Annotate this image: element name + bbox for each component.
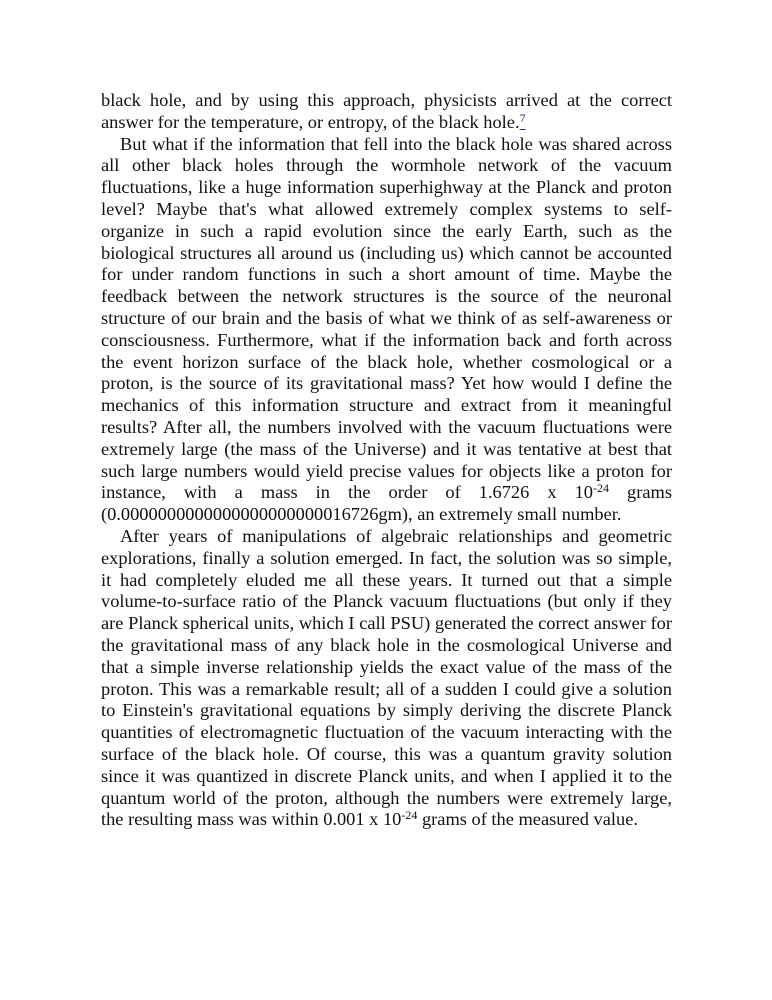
paragraph-2-text-after: grams (0.0000000000000000000000016726gm), an extremely small number.	[101, 482, 672, 525]
paragraph-2-text: But what if the information that fell into the black hole was shared across all other black holes through the wormhole network of the vacuum fluctuations, like a huge information superhighway at the Planck and proton level? Maybe that's what allowed extremely complex systems to self-organize in such a rapid evolution since the early Earth, such as the biological structures all around us (including us) which cannot be accounted for under random functions in such a short amount of time. Maybe the feedback between the network structures is the source of the neuronal structure of our brain and the basis of what we think of as self-awareness or consciousness. Furthermore, what if the information back and forth across the event horizon surface of the black hole, whether cosmological or a proton, is the source of its gravitational mass? Yet how would I define the mechanics of this information structure and extract from it meaningful results? After all, the numbers involved with the vacuum fluctuations were extremely large (the mass of the Universe) and it was tentative at best that such large numbers would yield precise values for objects like a proton for instance, with a mass in the order of 1.6726 x 10	[101, 133, 672, 503]
paragraph-3-text: After years of manipulations of algebraic relationships and geometric explorations, finally a solution emerged. In fact, the solution was so simple, it had completely eluded me all these years. It turned out that a simple volume-to-surface ratio of the Planck vacuum fluctuations (but only if they are Planck spherical units, which I call PSU) generated the correct answer for the gravitational mass of any black hole in the cosmological Universe and that a simple inverse relationship yields the exact value of the mass of the proton. This was a remarkable result; all of a sudden I could give a solution to Einstein's gravitational equations by simply deriving the discrete Planck quantities of electromagnetic fluctuation of the vacuum interacting with the surface of the black hole. Of course, this was a quantum gravity solution since it was quantized in discrete Planck units, and when I applied it to the quantum world of the proton, although the numbers were extremely large, the resulting mass was within 0.001 x 10	[101, 525, 672, 830]
footnote-ref: 7	[519, 110, 526, 125]
paragraph-2	[101, 134, 672, 526]
paragraph-1-text: black hole, and by using this approach, physicists arrived at the correct answer for the temperature, or entropy, of the black hole.	[101, 90, 672, 132]
paragraph-3	[101, 526, 672, 831]
paragraph-1	[101, 90, 672, 134]
paragraph-3-exponent: -24	[401, 808, 418, 823]
footnote-link-7[interactable]	[520, 112, 526, 132]
document-page	[101, 90, 672, 831]
paragraph-2-exponent: -24	[593, 481, 609, 496]
paragraph-3-text-after: grams of the measured value.	[417, 809, 638, 830]
